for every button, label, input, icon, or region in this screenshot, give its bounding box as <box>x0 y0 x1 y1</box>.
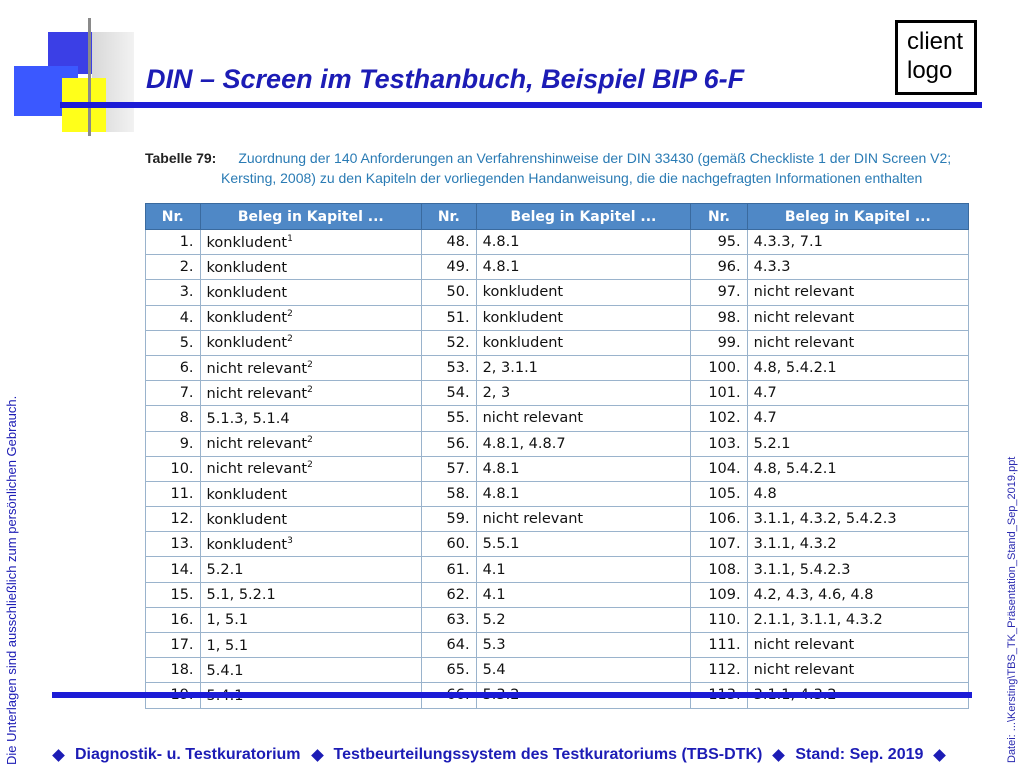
beleg-text: nicht relevant <box>206 461 308 478</box>
row-nr: 106. <box>691 507 747 532</box>
footnote-mark: 2 <box>307 359 313 370</box>
row-beleg <box>200 406 421 431</box>
row-beleg: 4.3.3, 7.1 <box>747 230 968 255</box>
client-logo-line2: logo <box>907 57 953 84</box>
row-beleg: 4.7 <box>747 406 968 431</box>
row-beleg <box>200 607 421 632</box>
beleg-text: 5.2.1 <box>206 561 244 578</box>
table-row <box>146 305 969 330</box>
row-nr: 52. <box>422 330 477 355</box>
footnote-mark: 2 <box>307 384 313 395</box>
row-nr: 12. <box>146 507 201 532</box>
row-nr: 102. <box>691 406 747 431</box>
row-nr: 16. <box>146 607 201 632</box>
row-beleg <box>200 431 421 456</box>
row-nr: 63. <box>422 607 477 632</box>
row-nr: 8. <box>146 406 201 431</box>
footer-item-2: Testbeurteilungssystem des Testkuratoriums (TBS-DTK) <box>333 746 763 763</box>
row-beleg: 4.3.3 <box>747 255 968 280</box>
row-nr: 3. <box>146 280 201 305</box>
row-nr: 59. <box>422 507 477 532</box>
beleg-text: nicht relevant <box>206 436 308 452</box>
row-nr: 53. <box>422 355 477 380</box>
row-nr: 107. <box>691 532 747 557</box>
row-beleg <box>200 381 421 406</box>
footnote-mark: 2 <box>287 334 293 345</box>
row-beleg: 4.1 <box>476 582 691 607</box>
beleg-text: konkludent <box>206 284 288 301</box>
header-nr-2: Nr. <box>422 204 477 230</box>
beleg-text: konkludent <box>206 511 288 528</box>
row-beleg: 4.8, 5.4.2.1 <box>747 355 968 380</box>
row-beleg: nicht relevant <box>747 280 968 305</box>
footer <box>50 746 948 764</box>
table-row <box>146 406 969 431</box>
row-beleg <box>200 582 421 607</box>
diamond-bullet-icon <box>772 749 785 762</box>
table-row <box>146 456 969 481</box>
row-beleg: 4.8 <box>747 481 968 506</box>
row-beleg <box>200 280 421 305</box>
beleg-text: konkludent <box>206 536 288 553</box>
row-beleg <box>200 355 421 380</box>
row-nr: 64. <box>422 633 477 658</box>
diamond-bullet-icon <box>934 749 947 762</box>
row-beleg: 5.4 <box>476 658 691 683</box>
row-nr: 18. <box>146 658 201 683</box>
header-beleg-3: Beleg in Kapitel ... <box>747 204 968 230</box>
table-row <box>146 507 969 532</box>
beleg-text: 5.1.3, 5.1.4 <box>206 410 290 427</box>
header-nr-1: Nr. <box>146 204 201 230</box>
beleg-text: konkludent <box>206 486 288 503</box>
requirements-table <box>145 203 969 709</box>
row-beleg: konkludent <box>476 280 691 305</box>
row-beleg: 4.8.1 <box>476 456 691 481</box>
caption-text-line2: Kersting, 2008) zu den Kapiteln der vorliegenden Handanweisung, die die nachgefragten Informationen enthalten <box>221 170 923 186</box>
row-nr: 97. <box>691 280 747 305</box>
row-beleg <box>200 633 421 658</box>
row-nr: 105. <box>691 481 747 506</box>
caption-text-line1: Zuordnung der 140 Anforderungen an Verfahrenshinweise der DIN 33430 (gemäß Checkliste 1 der DIN Screen V2; <box>238 150 952 166</box>
row-nr: 1. <box>146 230 201 255</box>
footer-item-3: Stand: Sep. 2019 <box>795 746 924 763</box>
beleg-text: nicht relevant <box>206 360 308 377</box>
footnote-mark: 2 <box>307 460 313 471</box>
footnote-mark: 3 <box>287 535 293 546</box>
footer-divider <box>52 692 972 698</box>
row-beleg: 3.1.1, 5.4.2.3 <box>747 557 968 582</box>
beleg-text: konkludent <box>206 234 288 251</box>
row-beleg <box>200 507 421 532</box>
beleg-text: 1, 5.1 <box>206 612 249 629</box>
row-nr: 65. <box>422 658 477 683</box>
row-nr: 7. <box>146 381 201 406</box>
row-beleg <box>200 305 421 330</box>
row-nr: 50. <box>422 280 477 305</box>
row-nr: 99. <box>691 330 747 355</box>
row-beleg: 4.8.1 <box>476 481 691 506</box>
row-beleg: nicht relevant <box>747 658 968 683</box>
row-beleg: konkludent <box>476 330 691 355</box>
table-row <box>146 607 969 632</box>
row-nr: 13. <box>146 532 201 557</box>
row-beleg: konkludent <box>476 305 691 330</box>
table-row <box>146 633 969 658</box>
header-nr-3: Nr. <box>691 204 747 230</box>
file-path-note: Datei: ...\Kersting\TBS_TK_Präsentation_Stand_Sep_2019.ppt <box>1006 456 1018 763</box>
row-nr: 54. <box>422 381 477 406</box>
table-caption <box>145 148 951 188</box>
table-row <box>146 381 969 406</box>
table-row <box>146 557 969 582</box>
row-nr: 10. <box>146 456 201 481</box>
client-logo <box>895 20 977 95</box>
beleg-text: 5.4.1 <box>206 662 244 679</box>
footnote-mark: 2 <box>287 309 293 320</box>
table-row <box>146 230 969 255</box>
diamond-bullet-icon <box>311 749 324 762</box>
beleg-text: konkludent <box>206 310 288 327</box>
row-nr: 112. <box>691 658 747 683</box>
row-beleg <box>200 255 421 280</box>
row-nr: 96. <box>691 255 747 280</box>
header-beleg-1: Beleg in Kapitel ... <box>200 204 421 230</box>
row-nr: 55. <box>422 406 477 431</box>
table-row <box>146 658 969 683</box>
row-beleg: 5.2 <box>476 607 691 632</box>
row-nr: 11. <box>146 481 201 506</box>
row-nr: 95. <box>691 230 747 255</box>
row-nr: 57. <box>422 456 477 481</box>
row-nr: 110. <box>691 607 747 632</box>
row-beleg: nicht relevant <box>476 406 691 431</box>
row-nr: 15. <box>146 582 201 607</box>
table-row <box>146 280 969 305</box>
row-beleg: 4.2, 4.3, 4.6, 4.8 <box>747 582 968 607</box>
row-beleg: 4.8.1 <box>476 255 691 280</box>
row-beleg: 2.1.1, 3.1.1, 4.3.2 <box>747 607 968 632</box>
row-nr: 104. <box>691 456 747 481</box>
client-logo-line1: client <box>907 28 964 55</box>
row-beleg: nicht relevant <box>747 305 968 330</box>
row-beleg: 3.1.1, 4.3.2 <box>747 532 968 557</box>
row-beleg: 5.5.1 <box>476 532 691 557</box>
row-beleg: 5.2.1 <box>747 431 968 456</box>
table-row <box>146 355 969 380</box>
row-nr: 14. <box>146 557 201 582</box>
row-beleg: 3.1.1, 4.3.2, 5.4.2.3 <box>747 507 968 532</box>
table-row <box>146 532 969 557</box>
row-nr: 111. <box>691 633 747 658</box>
row-beleg: 5.3 <box>476 633 691 658</box>
row-nr: 56. <box>422 431 477 456</box>
row-beleg <box>200 532 421 557</box>
usage-note: Die Unterlagen sind ausschließlich zum persönlichen Gebrauch. <box>4 395 19 765</box>
row-nr: 103. <box>691 431 747 456</box>
row-nr: 48. <box>422 230 477 255</box>
table-row <box>146 481 969 506</box>
row-beleg <box>200 658 421 683</box>
row-nr: 4. <box>146 305 201 330</box>
row-nr: 61. <box>422 557 477 582</box>
row-nr: 98. <box>691 305 747 330</box>
table-row <box>146 582 969 607</box>
row-beleg: 4.1 <box>476 557 691 582</box>
table-row <box>146 330 969 355</box>
row-nr: 9. <box>146 431 201 456</box>
row-beleg: 4.7 <box>747 381 968 406</box>
row-nr: 6. <box>146 355 201 380</box>
row-beleg: 4.8.1 <box>476 230 691 255</box>
beleg-text: 1, 5.1 <box>206 637 249 654</box>
row-nr: 62. <box>422 582 477 607</box>
header-divider <box>60 102 982 108</box>
table-document <box>143 146 969 692</box>
row-beleg: 2, 3 <box>476 381 691 406</box>
beleg-text: nicht relevant <box>206 385 308 402</box>
row-nr: 58. <box>422 481 477 506</box>
decor-vertical-line <box>88 18 91 136</box>
row-beleg: nicht relevant <box>476 507 691 532</box>
header-beleg-2: Beleg in Kapitel ... <box>476 204 691 230</box>
beleg-text: 5.1, 5.2.1 <box>206 587 276 604</box>
row-beleg: 4.8.1, 4.8.7 <box>476 431 691 456</box>
row-nr: 108. <box>691 557 747 582</box>
table-row <box>146 431 969 456</box>
table-row <box>146 255 969 280</box>
row-nr: 51. <box>422 305 477 330</box>
caption-label: Tabelle 79: <box>145 150 217 166</box>
beleg-text: konkludent <box>206 335 288 352</box>
beleg-text: konkludent <box>206 259 288 276</box>
footnote-mark: 1 <box>287 233 293 244</box>
table-header-row <box>146 204 969 230</box>
row-beleg <box>200 230 421 255</box>
row-nr: 109. <box>691 582 747 607</box>
row-beleg: 4.8, 5.4.2.1 <box>747 456 968 481</box>
row-beleg: nicht relevant <box>747 633 968 658</box>
slide-title: DIN – Screen im Testhanbuch, Beispiel BIP 6-F <box>146 64 745 94</box>
row-nr: 49. <box>422 255 477 280</box>
footnote-mark: 2 <box>307 435 313 446</box>
row-beleg: nicht relevant <box>747 330 968 355</box>
row-nr: 60. <box>422 532 477 557</box>
row-nr: 101. <box>691 381 747 406</box>
footer-item-1: Diagnostik- u. Testkuratorium <box>75 746 301 763</box>
row-beleg <box>200 330 421 355</box>
row-nr: 2. <box>146 255 201 280</box>
row-beleg <box>200 481 421 506</box>
row-nr: 100. <box>691 355 747 380</box>
diamond-bullet-icon <box>52 749 65 762</box>
row-nr: 5. <box>146 330 201 355</box>
row-beleg: 2, 3.1.1 <box>476 355 691 380</box>
row-beleg <box>200 456 421 481</box>
row-beleg <box>200 557 421 582</box>
row-nr: 17. <box>146 633 201 658</box>
